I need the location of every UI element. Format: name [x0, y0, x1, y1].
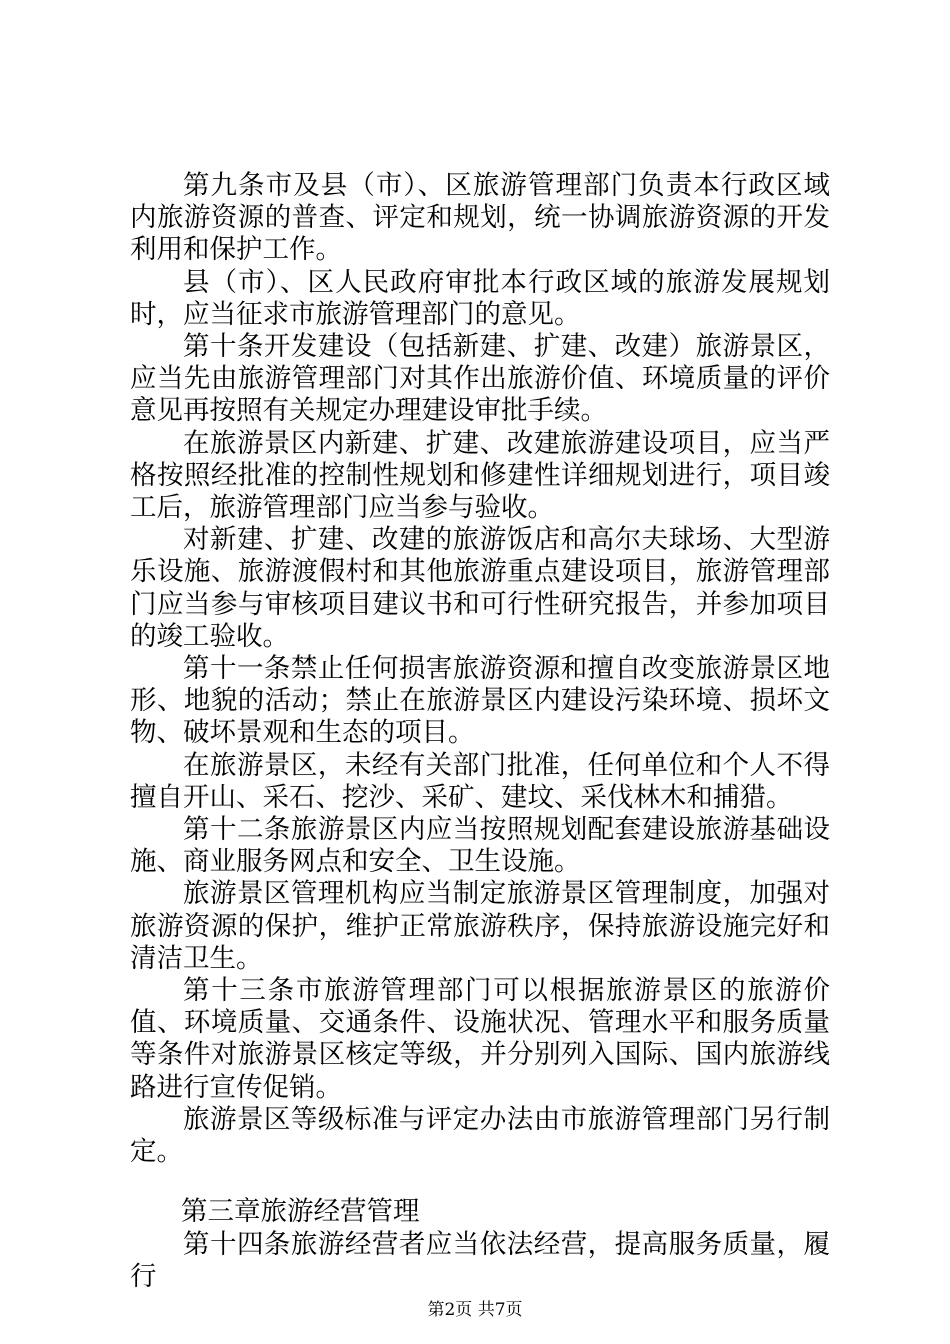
paragraph-article-13: 第十三条市旅游管理部门可以根据旅游景区的旅游价值、环境质量、交通条件、设施状况、管理水平和服务质量等条件对旅游景区核定等级，并分别列入国际、国内旅游线路进行宣传促销。: [130, 975, 830, 1103]
paragraph-article-11: 第十一条禁止任何损害旅游资源和擅自改变旅游景区地形、地貌的活动；禁止在旅游景区内建设污染环境、损坏文物、破坏景观和生态的项目。: [130, 653, 830, 749]
paragraph-prohibitions: 在旅游景区，未经有关部门批准，任何单位和个人不得擅自开山、采石、挖沙、采矿、建坟、采伐林木和捕猎。: [130, 749, 830, 813]
paragraph-scenic-construction: 在旅游景区内新建、扩建、改建旅游建设项目，应当严格按照经批准的控制性规划和修建性详细规划进行，项目竣工后，旅游管理部门应当参与验收。: [130, 427, 830, 524]
paragraph-article-12: 第十二条旅游景区内应当按照规划配套建设旅游基础设施、商业服务网点和安全、卫生设施。: [130, 814, 830, 878]
paragraph-article-10: 第十条开发建设（包括新建、扩建、改建）旅游景区，应当先由旅游管理部门对其作出旅游价值、环境质量的评价意见再按照有关规定办理建设审批手续。: [130, 331, 830, 427]
paragraph-management-agency: 旅游景区管理机构应当制定旅游景区管理制度，加强对旅游资源的保护，维护正常旅游秩序，保持旅游设施完好和清洁卫生。: [130, 878, 830, 974]
page-footer: 第2页 共7页: [427, 1300, 523, 1320]
paragraph-county-approval: 县（市）、区人民政府审批本行政区域的旅游发展规划时，应当征求市旅游管理部门的意见。: [130, 266, 830, 330]
chapter-heading: 第三章旅游经营管理: [181, 1196, 420, 1228]
paragraph-key-projects: 对新建、扩建、改建的旅游饭店和高尔夫球场、大型游乐设施、旅游渡假村和其他旅游重点建设项目，旅游管理部门应当参与审核项目建议书和可行性研究报告，并参加项目的竣工验收。: [130, 524, 830, 652]
document-body: [130, 170, 830, 1293]
paragraph-grading-standards: 旅游景区等级标准与评定办法由市旅游管理部门另行制定。: [130, 1103, 830, 1168]
paragraph-article-9: 第九条市及县（市）、区旅游管理部门负责本行政区域内旅游资源的普查、评定和规划，统一协调旅游资源的开发利用和保护工作。: [130, 170, 830, 266]
paragraph-article-14: 第十四条旅游经营者应当依法经营，提高服务质量，履行: [130, 1228, 830, 1292]
